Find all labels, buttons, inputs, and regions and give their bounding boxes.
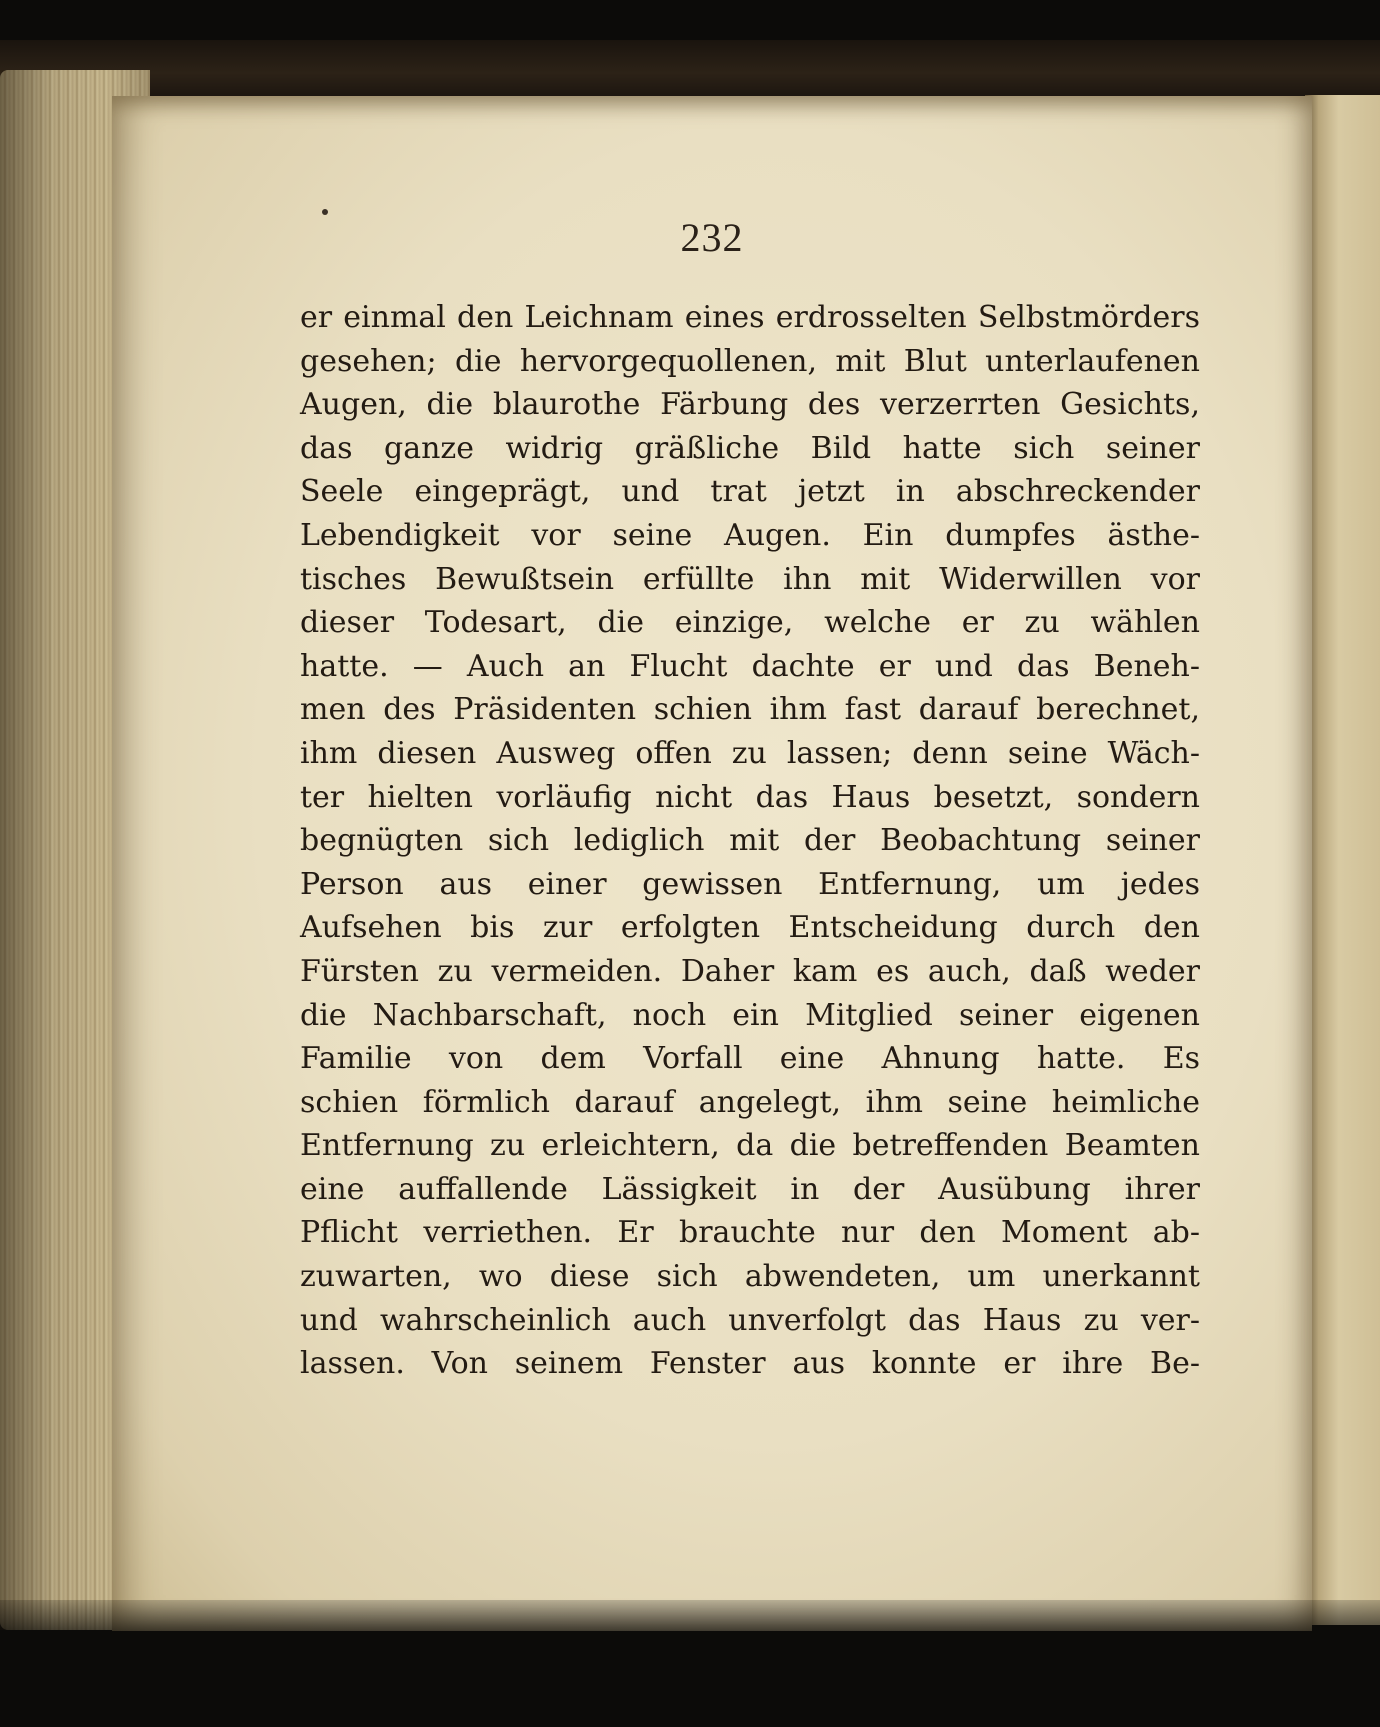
- text-line: Entfernung zu erleichtern, da die betreffenden Beamten: [300, 1128, 1200, 1164]
- page-number: 232: [680, 215, 744, 260]
- text-line: Lebendigkeit vor seine Augen. Ein dumpfes ästhe-: [300, 517, 1200, 553]
- text-line: lassen. Von seinem Fenster aus konnte er ihre Be-: [300, 1346, 1200, 1382]
- text-line: ihm diesen Ausweg offen zu lassen; denn seine Wäch-: [300, 735, 1200, 771]
- text-line: men des Präsidenten schien ihm fast darauf berechnet,: [300, 692, 1200, 728]
- text-line: Person aus einer gewissen Entfernung, um jedes: [300, 866, 1200, 902]
- text-line: dieser Todesart, die einzige, welche er zu wählen: [300, 605, 1200, 641]
- text-line: die Nachbarschaft, noch ein Mitglied seiner eigenen: [300, 997, 1200, 1033]
- text-line: tisches Bewußtsein erfüllte ihn mit Widerwillen vor: [300, 561, 1200, 597]
- text-line: er einmal den Leichnam eines erdrosselten Selbstmörders: [300, 300, 1200, 335]
- text-line: hatte. — Auch an Flucht dachte er und das Beneh-: [300, 648, 1200, 684]
- text-line: zuwarten, wo diese sich abwendeten, um unerkannt: [300, 1259, 1200, 1295]
- text-line: Pflicht verriethen. Er brauchte nur den Moment ab-: [300, 1215, 1200, 1251]
- facing-page-edge: [1305, 95, 1380, 1625]
- text-line: ter hielten vorläufig nicht das Haus besetzt, sondern: [300, 779, 1200, 815]
- text-line: Familie von dem Vorfall eine Ahnung hatte. Es: [300, 1041, 1200, 1077]
- text-line: schien förmlich darauf angelegt, ihm seine heimliche: [300, 1084, 1200, 1120]
- text-line: eine auffallende Lässigkeit in der Ausübung ihrer: [300, 1171, 1200, 1207]
- body-text: [300, 296, 1200, 1386]
- text-line: Seele eingeprägt, und trat jetzt in abschreckender: [300, 474, 1200, 510]
- text-line: und wahrscheinlich auch unverfolgt das Haus zu ver-: [300, 1302, 1200, 1338]
- text-line: begnügten sich lediglich mit der Beobachtung seiner: [300, 823, 1200, 859]
- text-line: Aufsehen bis zur erfolgten Entscheidung durch den: [300, 910, 1200, 946]
- text-line: Fürsten zu vermeiden. Daher kam es auch, daß weder: [300, 953, 1200, 989]
- bottom-shadow: [0, 1600, 1380, 1727]
- text-line: das ganze widrig gräßliche Bild hatte sich seiner: [300, 430, 1200, 466]
- book-page: [112, 96, 1312, 1631]
- text-line: gesehen; die hervorgequollenen, mit Blut unterlaufenen: [300, 343, 1200, 379]
- text-line: Augen, die blaurothe Färbung des verzerrten Gesichts,: [300, 387, 1200, 423]
- book-cover-edge: [0, 40, 1380, 100]
